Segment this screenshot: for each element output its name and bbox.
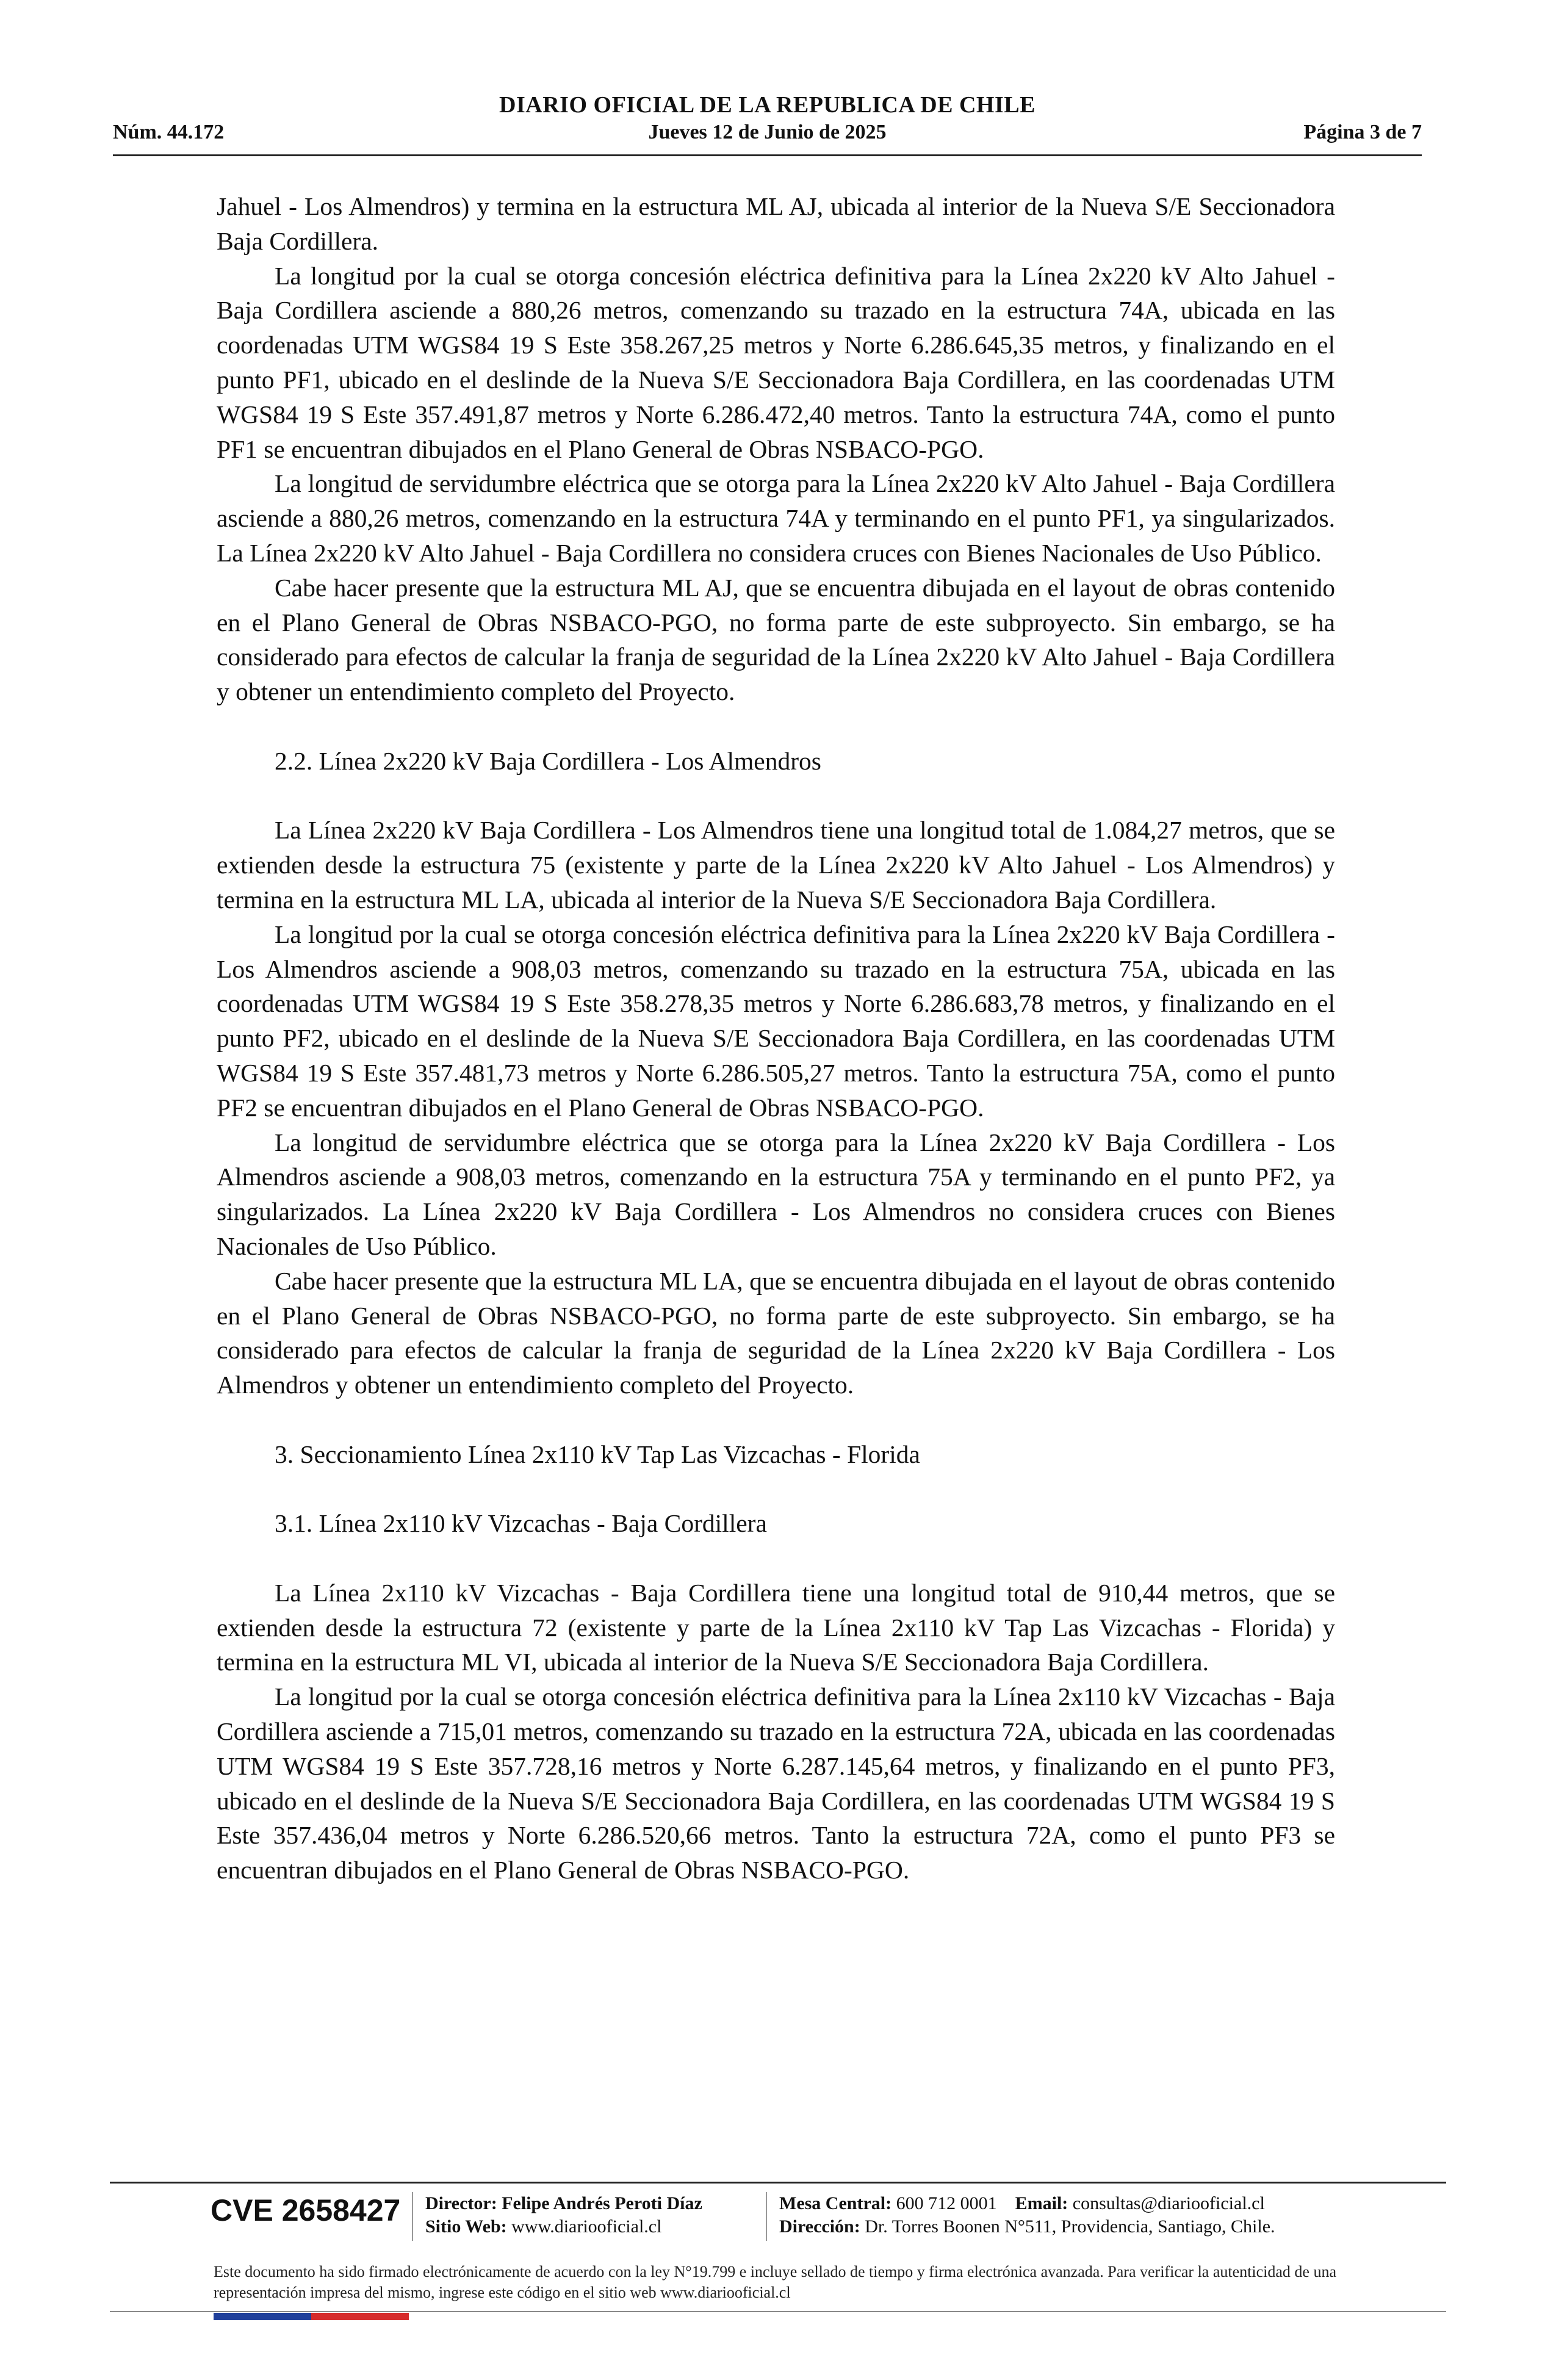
cve-code: CVE 2658427 bbox=[211, 2193, 401, 2227]
web-link[interactable]: www.diariooficial.cl bbox=[511, 2216, 662, 2237]
footer-divider bbox=[110, 2182, 1446, 2183]
bar-blue bbox=[214, 2313, 311, 2320]
footer-director-block bbox=[425, 2192, 702, 2238]
gazette-title: DIARIO OFICIAL DE LA REPUBLICA DE CHILE bbox=[499, 92, 1036, 118]
paragraph: Cabe hacer presente que la estructura ML LA, que se encuentra dibujada en el layout de obras contenido en el Plano General de Obras NSBACO-PGO, no forma parte de este subproyecto. Sin embargo, se ha considerado para efectos de calcular la franja de seguridad de la Línea 2x220 kV Baja Cordillera - Los Almendros y obtener un entendimiento completo del Proyecto. bbox=[217, 1266, 1335, 1399]
section-heading: 3.1. Línea 2x110 kV Vizcachas - Baja Cordillera bbox=[275, 1509, 767, 1538]
section-heading: 3. Seccionamiento Línea 2x110 kV Tap Las Vizcachas - Florida bbox=[275, 1440, 920, 1468]
paragraph: Jahuel - Los Almendros) y termina en la estructura ML AJ, ubicada al interior de la Nueva S/E Seccionadora Baja Cordillera. bbox=[217, 192, 1335, 255]
section-heading: 2.2. Línea 2x220 kV Baja Cordillera - Los Almendros bbox=[275, 746, 821, 775]
director-label: Director: bbox=[425, 2193, 497, 2213]
paragraph: Cabe hacer presente que la estructura ML AJ, que se encuentra dibujada en el layout de obras contenido en el Plano General de Obras NSBACO-PGO, no forma parte de este subproyecto. Sin embargo, se ha considerado para efectos de calcular la franja de seguridad de la Línea 2x220 kV Alto Jahuel - Baja Cordillera y obtener un entendimiento completo del Proyecto. bbox=[217, 573, 1335, 706]
bar-red bbox=[311, 2313, 409, 2320]
legal-divider bbox=[110, 2311, 1446, 2312]
header-divider bbox=[113, 154, 1422, 156]
mesa-label: Mesa Central: bbox=[779, 2193, 892, 2213]
web-label: Sitio Web: bbox=[425, 2216, 507, 2237]
flag-color-bar bbox=[214, 2313, 409, 2320]
footer-separator bbox=[766, 2192, 767, 2241]
paragraph: La longitud de servidumbre eléctrica que se otorga para la Línea 2x220 kV Alto Jahuel - Baja Cordillera asciende a 880,26 metros, comenzando en la estructura 74A y terminando en el punto PF1, ya singularizados. La Línea 2x220 kV Alto Jahuel - Baja Cordillera no considera cruces con Bienes Nacionales de Uso Público. bbox=[217, 469, 1335, 567]
footer-separator bbox=[412, 2192, 413, 2241]
paragraph: La longitud de servidumbre eléctrica que se otorga para la Línea 2x220 kV Baja Cordillera - Los Almendros asciende a 908,03 metros, comenzando en la estructura 75A y terminando en el punto PF2, ya singularizados. La Línea 2x220 kV Baja Cordillera - Los Almendros no considera cruces con Bienes Nacionales de Uso Público. bbox=[217, 1128, 1335, 1260]
paragraph: La Línea 2x220 kV Baja Cordillera - Los Almendros tiene una longitud total de 1.084,27 metros, que se extienden desde la estructura 75 (existente y parte de la Línea 2x220 kV Alto Jahuel - Los Almendros) y termina en la estructura ML LA, ubicada al interior de la Nueva S/E Seccionadora Baja Cordillera. bbox=[217, 816, 1335, 914]
footer-contact-block bbox=[779, 2192, 1275, 2238]
page-header bbox=[113, 92, 1422, 159]
paragraph: La Línea 2x110 kV Vizcachas - Baja Cordillera tiene una longitud total de 910,44 metros, que se extienden desde la estructura 72 (existente y parte de la Línea 2x110 kV Tap Las Vizcachas - Florida) y termina en la estructura ML VI, ubicada al interior de la Nueva S/E Seccionadora Baja Cordillera. bbox=[217, 1578, 1335, 1676]
paragraph: La longitud por la cual se otorga concesión eléctrica definitiva para la Línea 2x220 kV Alto Jahuel - Baja Cordillera asciende a 880,26 metros, comenzando su trazado en la estructura 74A, ubicada en las coordenadas UTM WGS84 19 S Este 358.267,25 metros y Norte 6.286.645,35 metros, y finalizando en el punto PF1, ubicado en el deslinde de la Nueva S/E Seccionadora Baja Cordillera, en las coordenadas UTM WGS84 19 S Este 357.491,87 metros y Norte 6.286.472,40 metros. Tanto la estructura 74A, como el punto PF1 se encuentran dibujados en el Plano General de Obras NSBACO-PGO. bbox=[217, 261, 1335, 463]
direccion-value: Dr. Torres Boonen N°511, Providencia, Santiago, Chile. bbox=[865, 2216, 1275, 2237]
paragraph: La longitud por la cual se otorga concesión eléctrica definitiva para la Línea 2x110 kV Vizcachas - Baja Cordillera asciende a 715,01 metros, comenzando su trazado en la estructura 72A, ubicada en las coordenadas UTM WGS84 19 S Este 357.728,16 metros y Norte 6.287.145,64 metros, y finalizando en el punto PF3, ubicado en el deslinde de la Nueva S/E Seccionadora Baja Cordillera, en las coordenadas UTM WGS84 19 S Este 357.436,04 metros y Norte 6.286.520,66 metros. Tanto la estructura 72A, como el punto PF3 se encuentran dibujados en el Plano General de Obras NSBACO-PGO. bbox=[217, 1682, 1335, 1884]
page-number: Página 3 de 7 bbox=[1303, 121, 1422, 143]
issue-date: Jueves 12 de Junio de 2025 bbox=[648, 121, 887, 143]
paragraph: La longitud por la cual se otorga concesión eléctrica definitiva para la Línea 2x220 kV Baja Cordillera - Los Almendros asciende a 908,03 metros, comenzando su trazado en la estructura 75A, ubicada en las coordenadas UTM WGS84 19 S Este 358.278,35 metros y Norte 6.286.683,78 metros, y finalizando en el punto PF2, ubicado en el deslinde de la Nueva S/E Seccionadora Baja Cordillera, en las coordenadas UTM WGS84 19 S Este 357.481,73 metros y Norte 6.286.505,27 metros. Tanto la estructura 75A, como el punto PF2 se encuentran dibujados en el Plano General de Obras NSBACO-PGO. bbox=[217, 920, 1335, 1122]
email-link[interactable]: consultas@diariooficial.cl bbox=[1072, 2193, 1265, 2213]
document-body bbox=[217, 189, 1335, 1888]
direccion-label: Dirección: bbox=[779, 2216, 860, 2237]
legal-notice: Este documento ha sido firmado electrónicamente de acuerdo con la ley N°19.799 e incluye sellado de tiempo y firma electrónica avanzada. Para verificar la autenticidad de una representación impresa del mismo, ingrese este código en el sitio web www.diariooficial.cl bbox=[214, 2263, 1336, 2301]
email-label: Email: bbox=[1015, 2193, 1068, 2213]
director-name: Felipe Andrés Peroti Díaz bbox=[502, 2193, 702, 2213]
mesa-phone: 600 712 0001 bbox=[896, 2193, 997, 2213]
issue-number: Núm. 44.172 bbox=[113, 121, 225, 143]
